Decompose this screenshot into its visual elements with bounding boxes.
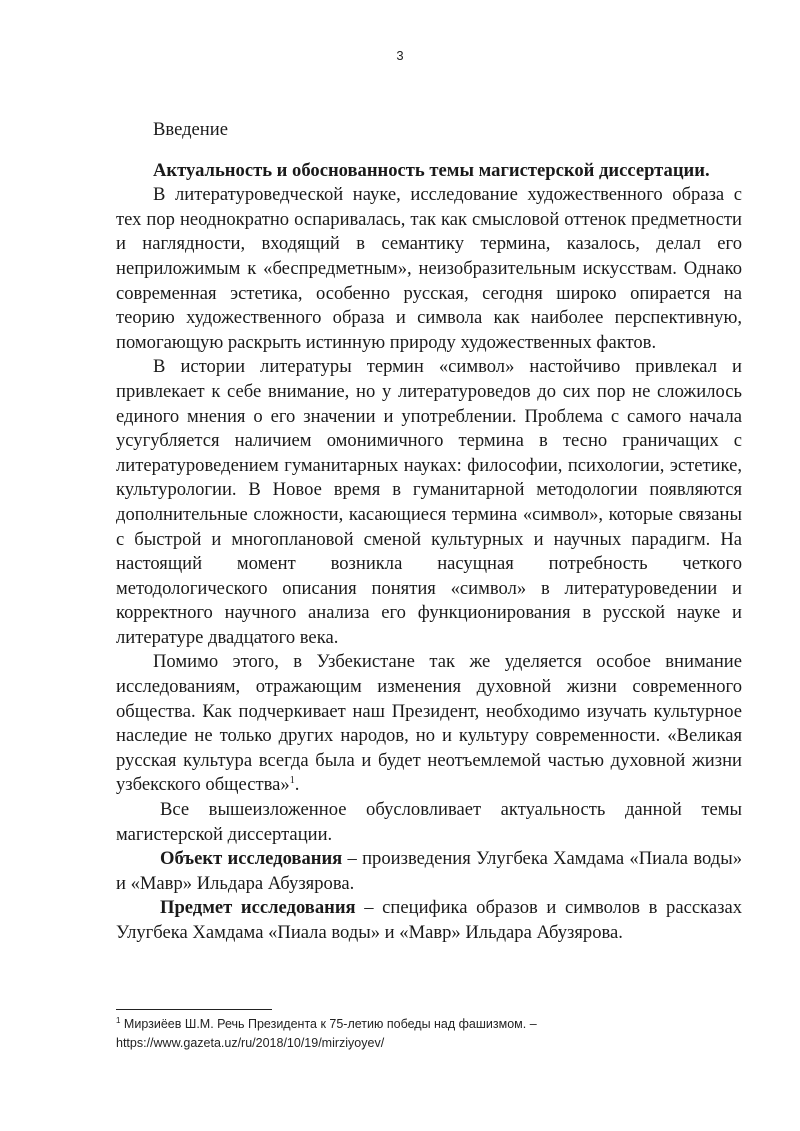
intro-heading: Введение [153, 119, 228, 140]
paragraph-4: Все вышеизложенное обусловливает актуальность данной темы магистерской диссертации. [116, 799, 742, 845]
paragraph-2: В истории литературы термин «символ» настойчиво привлекал и привлекает к себе внимание, но у литературоведов до сих пор не сложилось единого мнения о его значении и употреблении. Проблема с самого начала усугубляется наличием омонимичного термина в тесно граничащих с литературоведением гуманитарных науках: философии, психологии, эстетике, культурологии. В Новое время в гуманитарной методологии появляются дополнительные сложности, касающиеся термина «символ», которые связаны с быстрой и многоплановой сменой культурных и научных парадигм. На настоящий момент возникла насущная потребность четкого методологического описания понятия «символ» в литературоведении и корректного научного анализа его функционирования в русской науке и литературе двадцатого века. [116, 356, 742, 648]
footnote-citation: Мирзиёев Ш.М. Речь Президента к 75-летию победы над фашизмом. – [120, 1017, 537, 1031]
object-paragraph [116, 847, 742, 896]
footnote-url[interactable]: https://www.gazeta.uz/ru/2018/10/19/mirziyoyev/ [116, 1036, 385, 1050]
page-number: 3 [396, 48, 404, 63]
paragraph-3-text: Помимо этого, в Узбекистане так же уделяется особое внимание исследованиям, отражающим изменения духовной жизни современного общества. Как подчеркивает наш Президент, необходимо изучать культурное наследие не только других народов, но и культуру современности. «Великая русская культура всегда была и будет неотъемлемой частью духовной жизни узбекского общества» [116, 651, 742, 796]
footnote-number: 1 [116, 1015, 121, 1025]
paragraph-3-end: . [294, 774, 300, 796]
subject-label: Предмет исследования [160, 897, 356, 919]
subject-paragraph [116, 896, 742, 945]
footnote [116, 1015, 756, 1053]
footnote-separator [116, 1009, 272, 1010]
subject-text: – специфика образов и символов в рассказах Улугбека Хамдама «Пиала воды» и «Мавр» Ильдара Абузярова. [116, 897, 743, 943]
paragraph-1: В литературоведческой науке, исследование художественного образа с тех пор неоднократно оспаривалась, так как смысловой оттенок предметности и наглядности, входящий в семантику термина, казалось, делал его неприложимым к «беспредметным», неизобразительным искусствам. Однако современная эстетика, особенно русская, сегодня широко опирается на теорию художественного образа и символа как наиболее перспективную, помогающую раскрыть истинную природу художественных фактов. [116, 184, 742, 353]
object-label: Объект исследования [160, 848, 343, 870]
section-title: Актуальность и обоснованность темы магистерской диссертации. [153, 159, 710, 181]
footnote-reference[interactable]: 1 [289, 775, 295, 787]
paragraph-3 [116, 650, 742, 798]
document-body [116, 118, 742, 946]
footnote-line-1 [116, 1015, 756, 1034]
object-text: – произведения Улугбека Хамдама «Пиала воды» и «Мавр» Ильдара Абузярова. [116, 848, 743, 894]
